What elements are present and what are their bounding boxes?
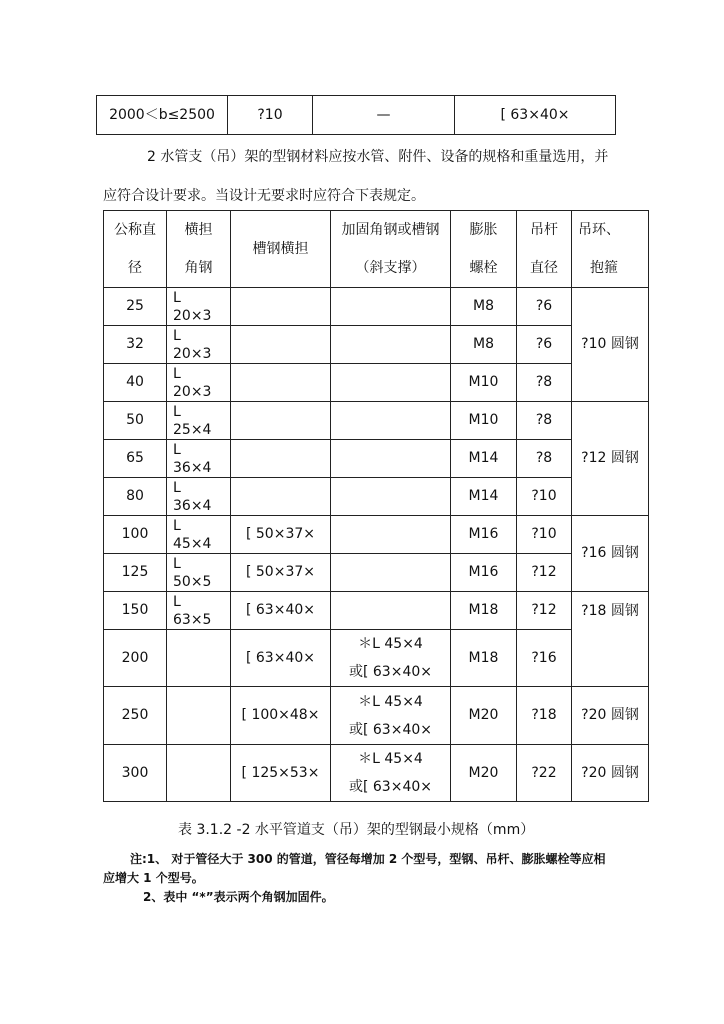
header-text: 抱箍 <box>590 260 618 276</box>
cell-angle <box>167 592 231 630</box>
table-row <box>104 364 649 402</box>
note-1-line-1: 注:1、 对于管径大于 300 的管道，管径每增加 2 个型号，型钢、吊杆、膨胀螺栓等应相 <box>130 852 606 866</box>
cell-ring: ?12 圆钢 <box>572 402 649 516</box>
cell-angle <box>167 687 231 745</box>
cell-rod: ?12 <box>517 592 572 630</box>
cell-bolt: M18 <box>451 630 517 687</box>
cell-bolt: M14 <box>451 440 517 478</box>
cell-brace <box>331 630 451 687</box>
header-angle-crossarm <box>167 211 231 288</box>
cell-dn: 80 <box>104 478 167 516</box>
cell-bolt: M16 <box>451 516 517 554</box>
angle-symbol: L <box>173 593 181 610</box>
table-row <box>104 288 649 326</box>
table-cell: [ 63×40× <box>455 96 616 135</box>
cell-angle <box>167 326 231 364</box>
angle-size: 25×4 <box>173 421 212 438</box>
header-expansion-bolt <box>451 211 517 288</box>
cell-bolt: M18 <box>451 592 517 630</box>
cell-angle <box>167 516 231 554</box>
angle-symbol: L <box>173 479 181 496</box>
header-hanger-rod <box>517 211 572 288</box>
cell-dn: 100 <box>104 516 167 554</box>
cell-channel: [ 100×48× <box>231 687 331 745</box>
cell-brace <box>331 478 451 516</box>
angle-size: 20×3 <box>173 307 212 324</box>
cell-ring: ?16 圆钢 <box>572 516 649 592</box>
cell-bolt: M20 <box>451 687 517 745</box>
cell-dn: 300 <box>104 745 167 802</box>
header-text: 径 <box>128 260 142 276</box>
angle-size: 36×4 <box>173 459 212 476</box>
cell-ring: ?10 圆钢 <box>572 288 649 402</box>
cell-angle <box>167 630 231 687</box>
cell-angle <box>167 364 231 402</box>
table-row <box>97 96 616 135</box>
cell-rod: ?10 <box>517 516 572 554</box>
cell-channel: [ 50×37× <box>231 516 331 554</box>
cell-brace <box>331 516 451 554</box>
angle-symbol: L <box>173 403 181 420</box>
cell-dn: 50 <box>104 402 167 440</box>
table-row <box>104 478 649 516</box>
cell-rod: ?16 <box>517 630 572 687</box>
header-row <box>104 211 649 288</box>
cell-rod: ?8 <box>517 364 572 402</box>
brace-line: ＊L 45×4 <box>358 751 423 767</box>
cell-channel <box>231 288 331 326</box>
cell-rod: ?8 <box>517 440 572 478</box>
header-ring-clamp <box>572 211 649 288</box>
table-row <box>104 687 649 745</box>
cell-channel <box>231 402 331 440</box>
cell-dn: 200 <box>104 630 167 687</box>
angle-symbol: L <box>173 327 181 344</box>
cell-brace <box>331 402 451 440</box>
cell-bolt: M8 <box>451 326 517 364</box>
cell-channel: [ 125×53× <box>231 745 331 802</box>
cell-channel: [ 50×37× <box>231 554 331 592</box>
table-row <box>104 592 649 630</box>
header-text: 公称直 <box>114 222 156 238</box>
cell-ring: ?18 圆钢 <box>572 592 649 687</box>
cell-channel <box>231 326 331 364</box>
cell-dn: 150 <box>104 592 167 630</box>
top-continuation-table <box>96 95 616 135</box>
table-row <box>104 745 649 802</box>
cell-angle <box>167 440 231 478</box>
angle-symbol: L <box>173 289 181 306</box>
cell-rod: ?12 <box>517 554 572 592</box>
cell-channel: [ 63×40× <box>231 630 331 687</box>
header-text: （斜支撑） <box>355 260 426 276</box>
cell-dn: 65 <box>104 440 167 478</box>
cell-angle <box>167 554 231 592</box>
angle-size: 63×5 <box>173 611 212 628</box>
paragraph-line-2: 应符合设计要求。当设计无要求时应符合下表规定。 <box>103 188 425 204</box>
angle-symbol: L <box>173 365 181 382</box>
cell-brace <box>331 592 451 630</box>
cell-dn: 125 <box>104 554 167 592</box>
cell-bolt: M8 <box>451 288 517 326</box>
cell-channel: [ 63×40× <box>231 592 331 630</box>
cell-rod: ?6 <box>517 288 572 326</box>
paragraph-line-1: 2 水管支（吊）架的型钢材料应按水管、附件、设备的规格和重量选用，并 <box>147 149 609 165</box>
note-2: 2、表中 “*”表示两个角钢加固件。 <box>143 890 334 904</box>
cell-bolt: M10 <box>451 402 517 440</box>
angle-size: 20×3 <box>173 383 212 400</box>
brace-line: ＊L 45×4 <box>358 693 423 710</box>
angle-symbol: L <box>173 555 181 572</box>
cell-rod: ?6 <box>517 326 572 364</box>
table-row <box>104 516 649 554</box>
header-nominal-diameter <box>104 211 167 288</box>
cell-brace <box>331 745 451 802</box>
header-text: 角钢 <box>184 260 213 276</box>
cell-angle <box>167 478 231 516</box>
cell-dn: 32 <box>104 326 167 364</box>
brace-line: 或[ 63×40× <box>348 779 432 795</box>
cell-angle <box>167 402 231 440</box>
cell-brace <box>331 288 451 326</box>
table-caption: 表 3.1.2 -2 水平管道支（吊）架的型钢最小规格（mm） <box>178 822 535 838</box>
angle-size: 45×4 <box>173 535 212 552</box>
cell-bolt: M14 <box>451 478 517 516</box>
note-1-line-2: 应增大 1 个型号。 <box>103 871 204 885</box>
header-text: 直径 <box>530 260 558 276</box>
cell-bolt: M20 <box>451 745 517 802</box>
cell-channel <box>231 478 331 516</box>
cell-dn: 40 <box>104 364 167 402</box>
cell-brace <box>331 326 451 364</box>
header-channel-crossarm: 槽钢横担 <box>231 211 331 288</box>
table-row <box>104 554 649 592</box>
pipe-support-table <box>103 210 649 802</box>
header-text: 膨胀 <box>469 222 498 238</box>
header-text: 吊杆 <box>530 222 558 238</box>
cell-brace <box>331 554 451 592</box>
header-text: 横担 <box>184 222 213 238</box>
cell-rod: ?18 <box>517 687 572 745</box>
table-cell: ?10 <box>228 96 313 135</box>
table-cell: 2000＜b≤2500 <box>97 96 228 135</box>
cell-angle <box>167 745 231 802</box>
angle-size: 20×3 <box>173 345 212 362</box>
cell-brace <box>331 440 451 478</box>
cell-bolt: M10 <box>451 364 517 402</box>
cell-dn: 25 <box>104 288 167 326</box>
header-text: 吊环、 <box>578 222 620 238</box>
cell-rod: ?10 <box>517 478 572 516</box>
table-row <box>104 326 649 364</box>
table-cell: — <box>313 96 455 135</box>
cell-rod: ?8 <box>517 402 572 440</box>
brace-line: ＊L 45×4 <box>358 636 423 652</box>
cell-brace <box>331 364 451 402</box>
table-row <box>104 402 649 440</box>
brace-line: 或[ 63×40× <box>348 664 432 680</box>
angle-symbol: L <box>173 441 181 458</box>
angle-size: 50×5 <box>173 573 212 590</box>
cell-bolt: M16 <box>451 554 517 592</box>
angle-size: 36×4 <box>173 497 212 514</box>
table-row <box>104 630 649 687</box>
cell-channel <box>231 364 331 402</box>
cell-dn: 250 <box>104 687 167 745</box>
cell-rod: ?22 <box>517 745 572 802</box>
cell-ring: ?20 圆钢 <box>572 745 649 802</box>
table-row <box>104 440 649 478</box>
cell-brace <box>331 687 451 745</box>
cell-channel <box>231 440 331 478</box>
header-text: 加固角钢或槽钢 <box>341 222 440 238</box>
header-text: 螺栓 <box>469 260 498 276</box>
angle-symbol: L <box>173 517 181 534</box>
cell-ring: ?20 圆钢 <box>572 687 649 745</box>
cell-angle <box>167 288 231 326</box>
header-brace <box>331 211 451 288</box>
brace-line: 或[ 63×40× <box>348 721 432 738</box>
